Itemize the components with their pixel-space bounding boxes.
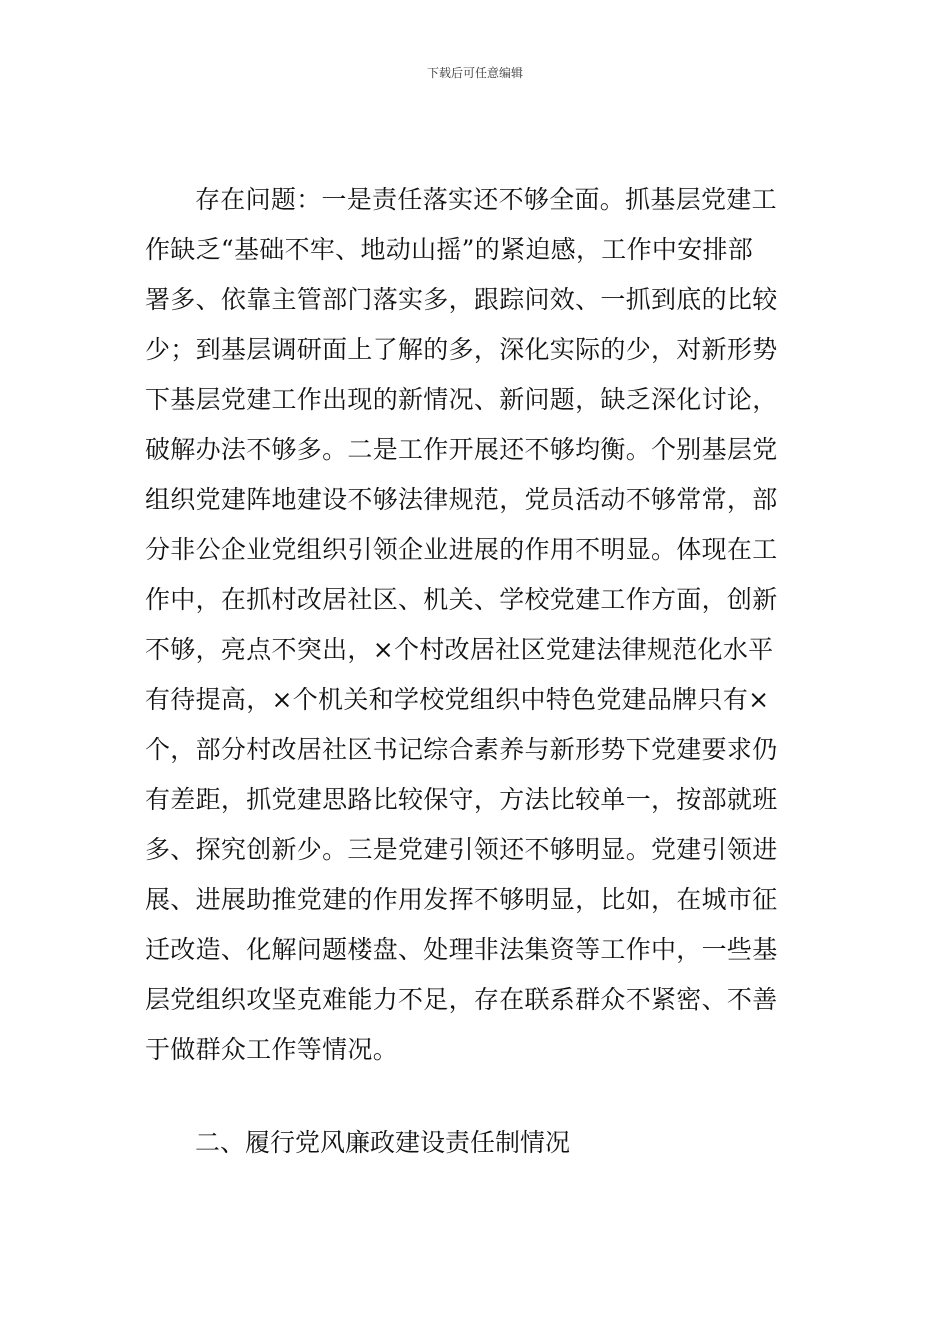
page-header-note: 下载后可任意编辑 xyxy=(426,66,523,80)
paragraph-line: 个，部分村改居社区书记综合素养与新形势下党建要求仍 xyxy=(145,735,778,764)
paragraph-line: 作缺乏“基础不牢、地动山摇”的紧迫感，工作中安排部 xyxy=(145,235,754,264)
paragraph-line: 于做群众工作等情况。 xyxy=(145,1035,399,1064)
paragraph-line: 存在问题：一是责任落实还不够全面。抓基层党建工 xyxy=(195,185,777,214)
paragraph-line: 破解办法不够多。二是工作开展还不够均衡。个别基层党 xyxy=(145,435,778,464)
paragraph-line: 组织党建阵地建设不够法律规范，党员活动不够常常，部 xyxy=(145,485,778,514)
paragraph-line: 分非公企业党组织引领企业进展的作用不明显。体现在工 xyxy=(145,535,778,564)
paragraph-line: 署多、依靠主管部门落实多，跟踪问效、一抓到底的比较 xyxy=(145,285,778,314)
paragraph-line: 少；到基层调研面上了解的多，深化实际的少，对新形势 xyxy=(145,335,778,364)
paragraph-line: 多、探究创新少。三是党建引领还不够明显。党建引领进 xyxy=(145,835,778,864)
paragraph-line: 迁改造、化解问题楼盘、处理非法集资等工作中，一些基 xyxy=(145,935,778,964)
paragraph-line: 展、进展助推党建的作用发挥不够明显，比如，在城市征 xyxy=(145,885,778,914)
paragraph-line: 不够，亮点不突出，×个村改居社区党建法律规范化水平 xyxy=(145,635,774,664)
body-paragraph xyxy=(145,175,815,1075)
paragraph-line: 有差距，抓党建思路比较保守，方法比较单一，按部就班 xyxy=(145,785,778,814)
paragraph-line: 作中，在抓村改居社区、机关、学校党建工作方面，创新 xyxy=(145,585,778,614)
paragraph-line: 下基层党建工作出现的新情况、新问题，缺乏深化讨论， xyxy=(145,385,778,414)
paragraph-line: 层党组织攻坚克难能力不足，存在联系群众不紧密、不善 xyxy=(145,985,778,1014)
paragraph-line: 有待提高，×个机关和学校党组织中特色党建品牌只有× xyxy=(145,685,770,714)
section-heading: 二、履行党风廉政建设责任制情况 xyxy=(195,1128,571,1157)
